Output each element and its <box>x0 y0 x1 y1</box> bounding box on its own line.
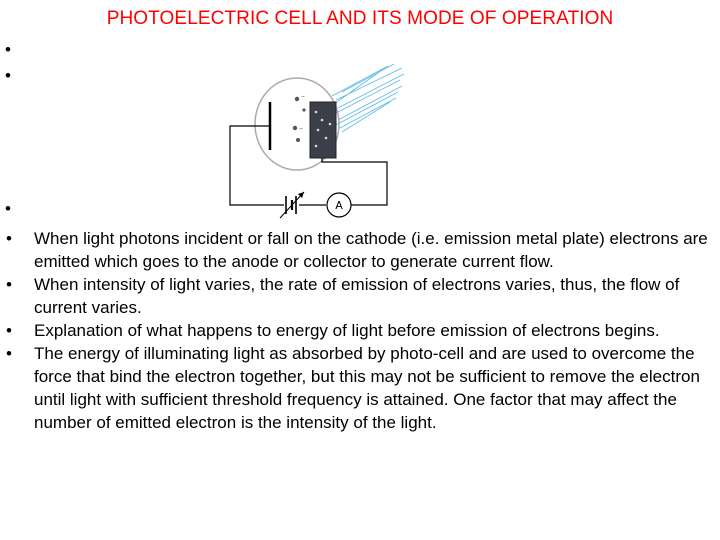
cathode-plate <box>310 102 336 158</box>
bullet-dot: • <box>6 344 12 363</box>
bullet-text: The energy of illuminating light as absorbed by photo-cell and are used to overcome the force that bind the electron together, but this may not be sufficient to remove the electron until light with sufficient threshold frequency is attained. One factor that may affect the number of emitted electron is the intensity of the light. <box>34 344 700 432</box>
bullet-text: When light photons incident or fall on the cathode (i.e. emission metal plate) electrons are emitted which goes to the anode or collector to generate current flow. <box>34 229 708 271</box>
slide-title: PHOTOELECTRIC CELL AND ITS MODE OF OPERATION <box>106 8 614 29</box>
light-rays <box>332 64 404 132</box>
bullet-dot: • <box>6 321 12 340</box>
bullet-list <box>6 227 716 434</box>
list-item <box>6 273 716 319</box>
empty-bullet: • <box>5 199 11 218</box>
photoelectric-cell-diagram <box>222 62 407 222</box>
electrons <box>293 97 306 142</box>
list-item <box>6 227 716 273</box>
svg-text:−: − <box>299 126 304 132</box>
bullet-text: Explanation of what happens to energy of light before emission of electrons begins. <box>34 321 660 340</box>
circuit-wires <box>230 126 387 205</box>
bullet-dot: • <box>6 275 12 294</box>
bullet-text: When intensity of light varies, the rate of emission of electrons varies, thus, the flow of current varies. <box>34 275 680 317</box>
list-item <box>6 342 716 434</box>
bullet-dot: • <box>6 229 12 248</box>
empty-bullet: • <box>5 40 11 59</box>
svg-text:−: − <box>301 94 306 100</box>
list-item <box>6 319 716 342</box>
empty-bullet: • <box>5 66 11 85</box>
ammeter-label: A <box>335 199 343 212</box>
